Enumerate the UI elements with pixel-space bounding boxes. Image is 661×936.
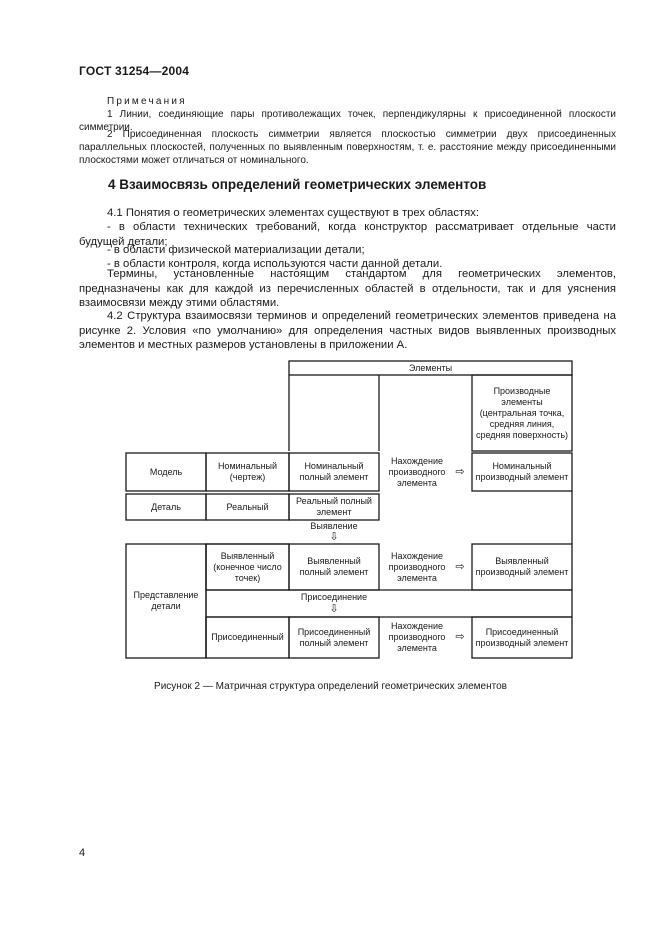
note-2: 2 Присоединенная плоскость симметрии является плоскостью симметрии двух присоединенных параллельных плоскостей, полученных по выявленным поверхностям, т. е. расстояние между присоединенными плоскостями может отличаться от номинального. xyxy=(79,129,616,166)
associated-derived-label: Присоединенный производный элемент xyxy=(475,626,569,648)
finding-label-extracted: Нахождение производного элемента xyxy=(388,550,446,583)
elements-header: Элементы xyxy=(408,362,453,373)
associated-label: Присоединенный xyxy=(211,632,284,642)
association-label: Присоединение xyxy=(300,592,368,602)
finding-label-model: Нахождение производного элемента xyxy=(388,455,446,488)
arrow-right-icon: ⇨ xyxy=(455,560,465,573)
nominal-full-label: Номинальный полный элемент xyxy=(299,461,369,482)
paragraph-terms: Термины, установленные настоящим стандартом для геометрических элементов, предназначены как для каждой из перечисленных областей в отдельности, так и для уяснения взаимосвязи между этими областями. xyxy=(79,268,616,310)
real-label: Реальный xyxy=(226,501,269,512)
arrow-right-icon: ⇨ xyxy=(455,465,465,478)
extracted-derived-label: Выявленный производный элемент xyxy=(475,556,569,577)
extracted-full-label: Выявленный полный элемент xyxy=(299,556,369,577)
page-number: 4 xyxy=(79,847,86,859)
paragraph-inspection: - в области контроля, когда используются части данной детали. xyxy=(107,258,443,270)
finding-label-associated: Нахождение производного элемента xyxy=(388,621,446,653)
section-heading: 4 Взаимосвязь определений геометрических элементов xyxy=(108,177,487,192)
arrow-down-icon: ⇩ xyxy=(329,602,339,615)
paragraph-material: - в области физической материализации детали; xyxy=(107,244,365,256)
row-part-label: Деталь xyxy=(151,501,181,512)
nominal-derived-label: Номинальный производный элемент xyxy=(475,461,569,482)
document-id: ГОСТ 31254—2004 xyxy=(79,64,190,78)
notes-title: Примечания xyxy=(107,96,187,107)
arrow-down-icon: ⇩ xyxy=(329,531,339,543)
arrow-right-icon: ⇨ xyxy=(455,631,465,643)
row-model-label: Модель xyxy=(149,466,183,477)
extraction-label: Выявление xyxy=(310,521,358,531)
real-full-label: Реальный полный элемент xyxy=(296,496,372,517)
derived-elements-header: Производные элементы (центральная точка, средняя линия, средняя поверхность) xyxy=(475,385,569,440)
figure-caption: Рисунок 2 — Матричная структура определений геометрических элементов xyxy=(154,681,507,692)
note-1: 1 Линии, соединяющие пары противолежащих точек, перпендикулярны к присоединенной плоскости симметрии. xyxy=(79,109,616,133)
paragraph-4-1: 4.1 Понятия о геометрических элементах существуют в трех областях: xyxy=(107,207,480,219)
paragraph-4-2: 4.2 Структура взаимосвязи терминов и определений геометрических элементов приведена на рисунке 2. Условия «по умолчанию» для определения частных видов выявленных производных элементов и местных размеров установлены в приложении А. xyxy=(79,310,616,352)
row-representation-label: Представление детали xyxy=(133,590,199,611)
associated-full-label: Присоединенный полный элемент xyxy=(297,626,371,648)
paragraph-spec: - в области технических требований, когда конструктор рассматривает отдельные части будущей детали; xyxy=(79,221,616,248)
nominal-label: Номинальный (чертеж) xyxy=(217,461,278,482)
extracted-label: Выявленный (конечное число точек) xyxy=(213,550,282,583)
